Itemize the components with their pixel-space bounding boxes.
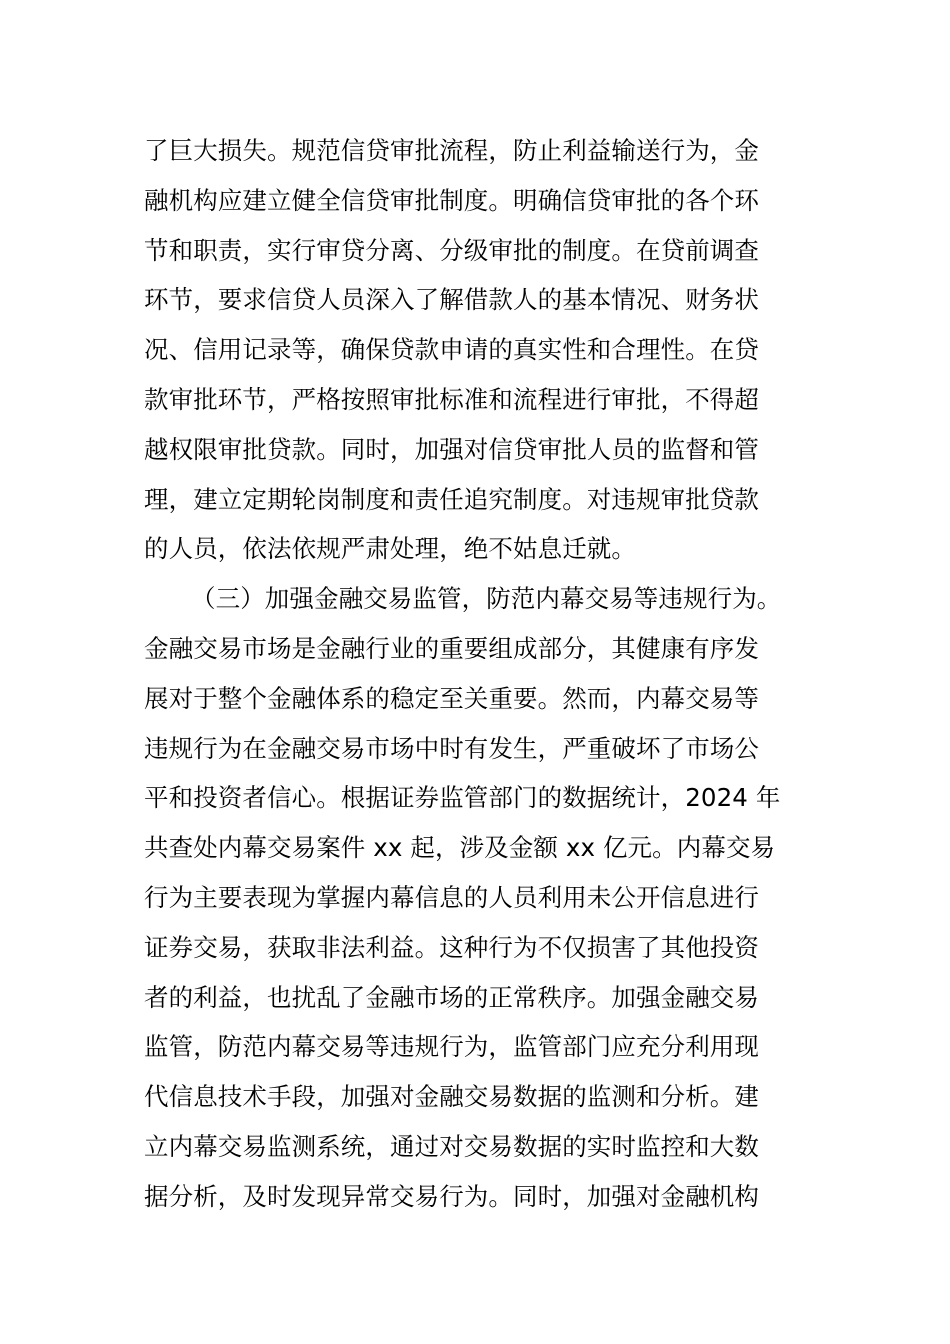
text-line: 展对于整个金融体系的稳定至关重要。然而，内幕交易等 xyxy=(144,683,759,713)
text-line: 融机构应建立健全信贷审批制度。明确信贷审批的各个环 xyxy=(144,185,759,215)
text-line: 况、信用记录等，确保贷款申请的真实性和合理性。在贷 xyxy=(144,335,759,365)
text-line: 的人员，依法依规严肃处理，绝不姑息迁就。 xyxy=(144,534,636,564)
text-line: 金融交易市场是金融行业的重要组成部分，其健康有序发 xyxy=(144,633,759,663)
text-line: 款审批环节，严格按照审批标准和流程进行审批，不得超 xyxy=(144,384,759,414)
text-line: 行为主要表现为掌握内幕信息的人员利用未公开信息进行 xyxy=(144,882,759,912)
text-line: 环节，要求信贷人员深入了解借款人的基本情况、财务状 xyxy=(144,285,759,315)
text-line: 了巨大损失。规范信贷审批流程，防止利益输送行为，金 xyxy=(144,136,759,165)
text-line: 代信息技术手段，加强对金融交易数据的监测和分析。建 xyxy=(144,1082,759,1112)
text-line: 违规行为在金融交易市场中时有发生，严重破坏了市场公 xyxy=(144,733,759,763)
text-line: 证券交易，获取非法利益。这种行为不仅损害了其他投资 xyxy=(144,932,759,962)
text-line: 理，建立定期轮岗制度和责任追究制度。对违规审批贷款 xyxy=(144,484,759,514)
text-line: 平和投资者信心。根据证券监管部门的数据统计，2024 年 xyxy=(144,783,781,813)
text-line: 共查处内幕交易案件 xx 起，涉及金额 xx 亿元。内幕交易 xyxy=(144,833,776,863)
body-text xyxy=(144,126,824,1222)
text-line: 越权限审批贷款。同时，加强对信贷审批人员的监督和管 xyxy=(144,434,759,464)
text-line: 立内幕交易监测系统，通过对交易数据的实时监控和大数 xyxy=(144,1131,759,1161)
text-line: 据分析，及时发现异常交易行为。同时，加强对金融机构 xyxy=(144,1181,759,1211)
text-line: 监管，防范内幕交易等违规行为，监管部门应充分利用现 xyxy=(144,1032,759,1062)
text-line: 者的利益，也扰乱了金融市场的正常秩序。加强金融交易 xyxy=(144,982,759,1012)
section-heading: （三）加强金融交易监管，防范内幕交易等违规行为。 xyxy=(191,584,782,614)
text-line: 节和职责，实行审贷分离、分级审批的制度。在贷前调查 xyxy=(144,235,759,265)
